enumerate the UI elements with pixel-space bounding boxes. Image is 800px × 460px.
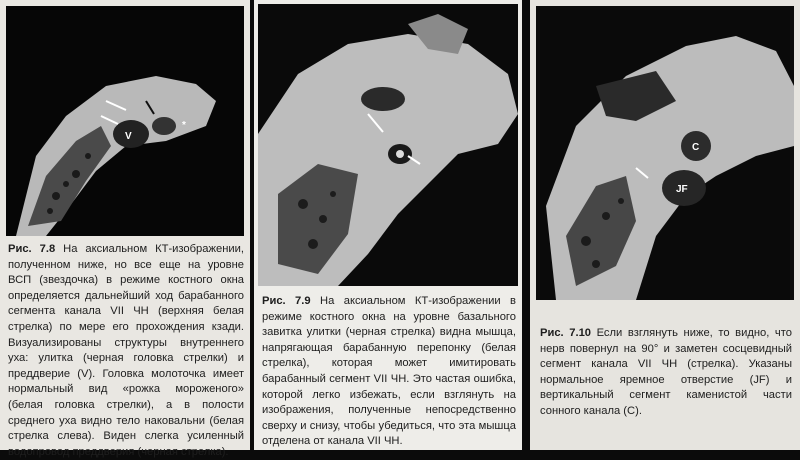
figure-number: Рис. 7.8 [8,243,56,255]
figure-number: Рис. 7.10 [540,327,592,339]
label-star: * [182,120,186,131]
ct-image-7-9 [258,4,518,286]
label-jf: JF [676,184,688,195]
label-c: C [692,142,700,153]
caption-text: Если взглянуть ниже, то видно, что нерв повернул на 90° и заметен сосцевидный сегмент канала VII ЧН (стрелка). Указаны нормальное яремное отверстие (JF) и вертикальный сегмент каменистой части сонного канала (C). [540,327,792,417]
ct-image-7-8 [6,6,244,236]
ct-image-7-10 [536,6,794,300]
caption-7-9 [262,294,516,450]
page-figure-7-8 [0,0,250,458]
caption-7-10 [540,326,792,420]
figure-number: Рис. 7.9 [262,295,311,307]
caption-text: На аксиальном КТ-изображении в режиме костного окна на уровне базального завитка улитки (черная стрелка) видна мышца, напрягающая барабанную перепонку (белая стрелка), которая может имитировать барабанный сегмент VII ЧН. Это частая ошибка, которой легко избежать, если взглянуть на изображения, полученные непосредственно сверху и снизу, чтобы убедиться, что эта мышца отделена от канала VII ЧН. [262,295,516,448]
label-v: V [125,131,132,142]
caption-text: На аксиальном КТ-изображении, полученном ниже, но все еще на уровне ВСП (звездочка) в режиме костного окна определяется дальнейший ход барабанного сегмента канала VII ЧН (верхняя белая стрелка) по мере его прохождения кзади. Визуализированы структуры внутреннего уха: улитка (черная головка стрелки) и преддверие (V). Головка молоточка имеет нормальный вид «рожка мороженого» (белая головка стрелки), а в полости среднего уха видно тело наковальни (белая стрелка слева). Виден слегка усиленный водопровод преддверия (черная стрелка). [8,243,244,458]
caption-7-8 [8,242,244,460]
page-figure-7-9 [254,0,522,450]
page-figure-7-10 [530,0,800,450]
